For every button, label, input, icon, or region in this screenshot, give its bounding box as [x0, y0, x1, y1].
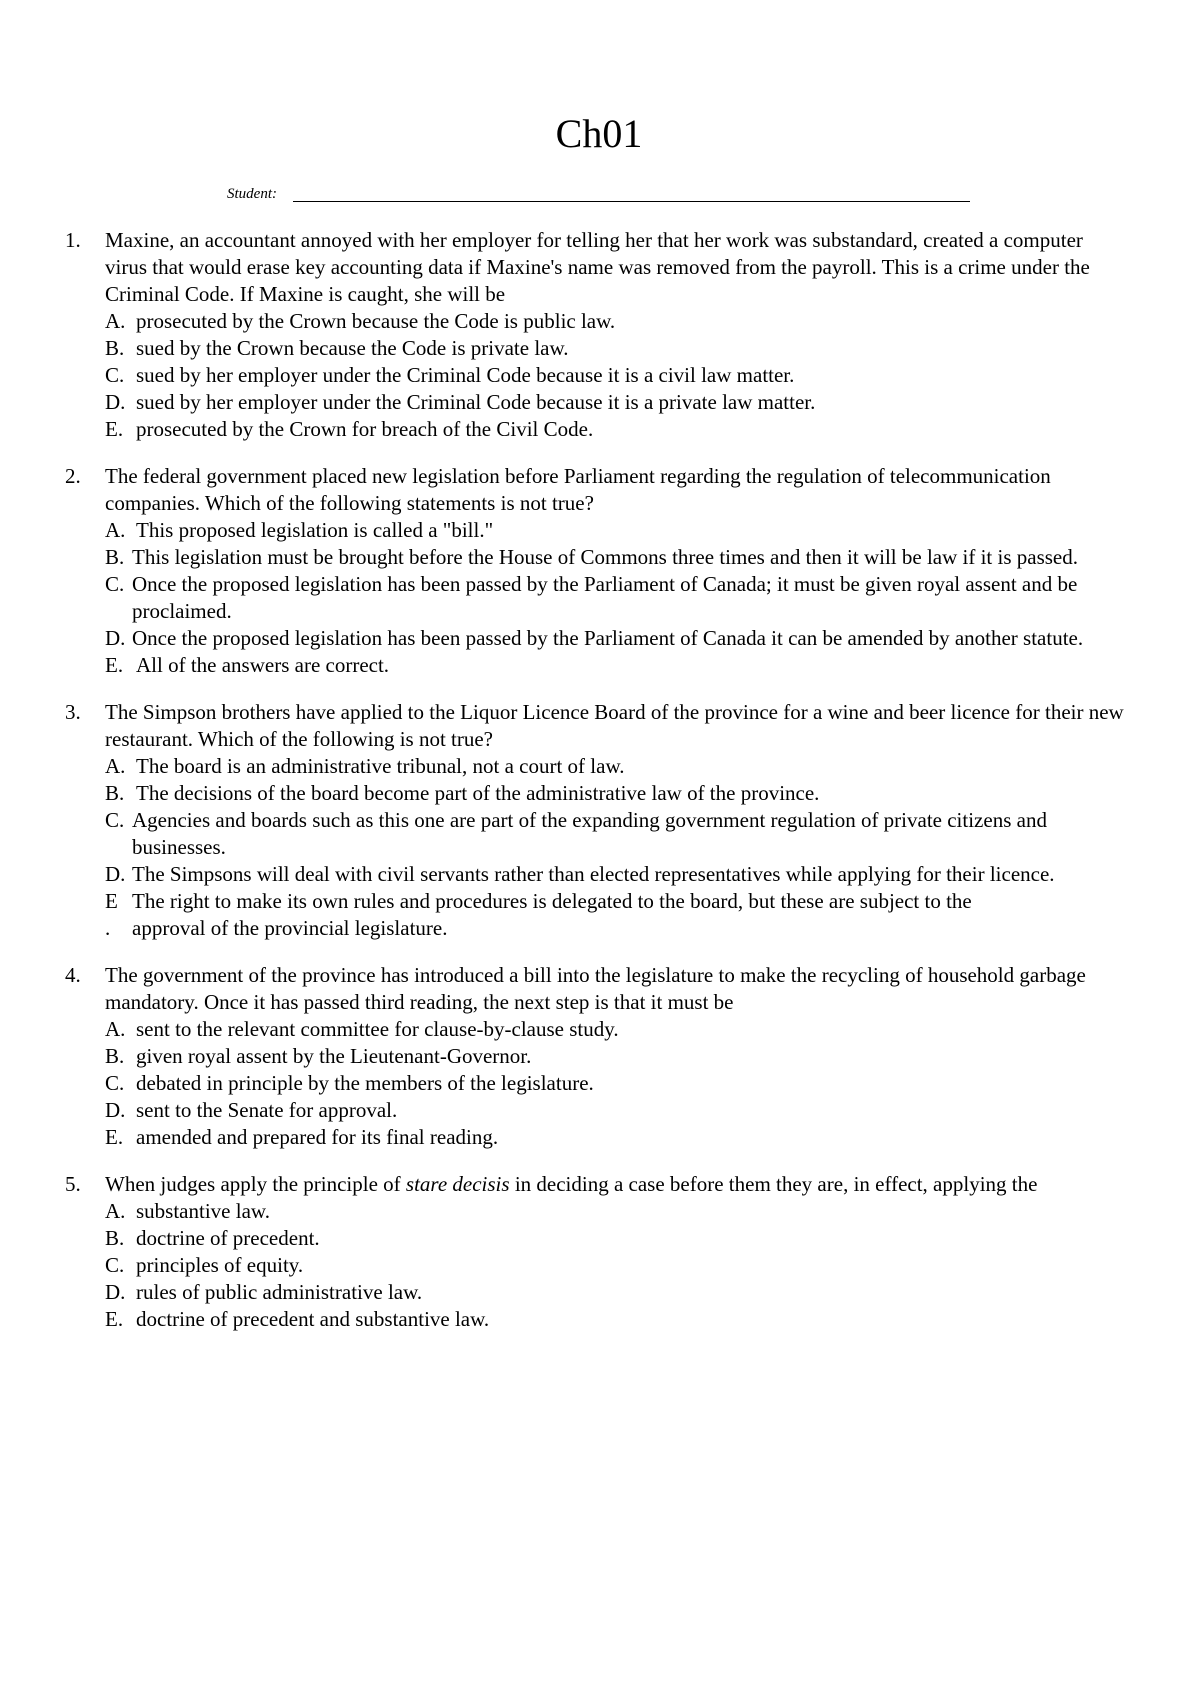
option-letter: D.	[105, 390, 126, 414]
option-text: The board is an administrative tribunal, not a court of law.	[136, 754, 625, 778]
option-letter: D.	[105, 862, 126, 886]
option-letter: B.	[105, 545, 125, 569]
option-text: sued by her employer under the Criminal Code because it is a civil law matter.	[136, 363, 795, 387]
student-label: Student:	[227, 186, 277, 202]
option-letter: B.	[105, 336, 125, 360]
option-text: The Simpsons will deal with civil servants rather than elected representatives while applying for their licence.	[132, 862, 1055, 886]
question-1	[60, 227, 1130, 443]
option-text: Once the proposed legislation has been passed by the Parliament of Canada; it must be given royal assent and be proclaimed.	[132, 572, 1078, 623]
question-list	[60, 227, 1130, 1353]
option-text: The right to make its own rules and procedures is delegated to the board, but these are subject to the	[132, 889, 972, 913]
option-text: The decisions of the board become part of the administrative law of the province.	[136, 781, 820, 805]
option-text: sued by her employer under the Criminal Code because it is a private law matter.	[136, 390, 816, 414]
option-letter: C.	[105, 572, 125, 596]
student-name-line[interactable]	[293, 201, 970, 202]
option-a[interactable]	[105, 753, 1130, 780]
option-list	[105, 517, 1130, 679]
option-letter: E.	[105, 653, 124, 677]
option-e[interactable]	[105, 1124, 1130, 1151]
question-4	[60, 962, 1130, 1151]
question-number: 1.	[65, 228, 81, 252]
option-d[interactable]	[105, 389, 1130, 416]
option-letter: A.	[105, 309, 126, 333]
question-5	[60, 1171, 1130, 1333]
question-number: 2.	[65, 464, 81, 488]
option-a[interactable]	[105, 1016, 1130, 1043]
stem-before: When judges apply the principle of	[105, 1172, 401, 1196]
option-text: All of the answers are correct.	[136, 653, 390, 677]
option-letter: E.	[105, 417, 124, 441]
option-letter: A.	[105, 518, 126, 542]
option-text: principles of equity.	[136, 1253, 304, 1277]
option-c[interactable]	[105, 571, 1130, 625]
option-letter: B.	[105, 781, 125, 805]
option-letter: C.	[105, 363, 125, 387]
option-letter: A.	[105, 1017, 126, 1041]
option-e[interactable]	[105, 888, 1130, 942]
option-text: prosecuted by the Crown because the Code is public law.	[136, 309, 616, 333]
option-letter: B.	[105, 1226, 125, 1250]
option-list	[105, 753, 1130, 942]
option-letter: C.	[105, 808, 125, 832]
option-text: substantive law.	[136, 1199, 270, 1223]
question-stem: The federal government placed new legislation before Parliament regarding the regulation of telecommunication companies. Which of the following statements is not true?	[105, 464, 1051, 515]
option-list	[105, 308, 1130, 443]
option-text-cont: approval of the provincial legislature.	[132, 916, 448, 940]
stem-after: in deciding a case before them they are, in effect, applying the	[514, 1172, 1038, 1196]
question-3	[60, 699, 1130, 942]
option-c[interactable]	[105, 807, 1130, 861]
option-d[interactable]	[105, 1279, 1130, 1306]
option-e[interactable]	[105, 1306, 1130, 1333]
option-letter: A.	[105, 1199, 126, 1223]
question-stem: The government of the province has introduced a bill into the legislature to make the recycling of household garbage mandatory. Once it has passed third reading, the next step is that it must be	[105, 963, 1086, 1014]
option-c[interactable]	[105, 1252, 1130, 1279]
option-d[interactable]	[105, 861, 1130, 888]
option-letter: E	[105, 889, 118, 913]
option-continuation	[105, 915, 1130, 942]
page-title: Ch01	[555, 111, 643, 156]
question-2	[60, 463, 1130, 679]
option-text: prosecuted by the Crown for breach of the Civil Code.	[136, 417, 594, 441]
option-a[interactable]	[105, 1198, 1130, 1225]
option-text: Agencies and boards such as this one are part of the expanding government regulation of private citizens and businesses.	[132, 808, 1047, 859]
option-list	[105, 1198, 1130, 1333]
option-letter: C.	[105, 1253, 125, 1277]
option-b[interactable]	[105, 335, 1130, 362]
option-b[interactable]	[105, 544, 1130, 571]
option-text: sued by the Crown because the Code is private law.	[136, 336, 569, 360]
option-text: debated in principle by the members of the legislature.	[136, 1071, 594, 1095]
option-b[interactable]	[105, 1225, 1130, 1252]
option-text: sent to the Senate for approval.	[136, 1098, 398, 1122]
option-letter: A.	[105, 754, 126, 778]
option-a[interactable]	[105, 308, 1130, 335]
option-letter: B.	[105, 1044, 125, 1068]
option-letter: D.	[105, 1098, 126, 1122]
option-c[interactable]	[105, 362, 1130, 389]
question-stem: The Simpson brothers have applied to the Liquor Licence Board of the province for a wine and beer licence for their new restaurant. Which of the following is not true?	[105, 700, 1124, 751]
option-text: Once the proposed legislation has been passed by the Parliament of Canada it can be amended by another statute.	[132, 626, 1084, 650]
option-d[interactable]	[105, 1097, 1130, 1124]
option-letter-cont: .	[105, 916, 111, 940]
option-text: rules of public administrative law.	[136, 1280, 423, 1304]
option-letter: D.	[105, 626, 126, 650]
stem-emphasis: stare decisis	[405, 1172, 510, 1196]
option-letter: C.	[105, 1071, 125, 1095]
option-b[interactable]	[105, 780, 1130, 807]
option-c[interactable]	[105, 1070, 1130, 1097]
question-number: 3.	[65, 700, 81, 724]
option-e[interactable]	[105, 652, 1130, 679]
option-text: This proposed legislation is called a "bill."	[136, 518, 494, 542]
question-stem: Maxine, an accountant annoyed with her employer for telling her that her work was substandard, created a computer virus that would erase key accounting data if Maxine's name was removed from the payroll. This is a crime under the Criminal Code. If Maxine is caught, she will be	[105, 228, 1090, 306]
question-stem	[105, 1171, 1130, 1198]
option-text: doctrine of precedent and substantive law.	[136, 1307, 490, 1331]
option-text: sent to the relevant committee for clause-by-clause study.	[136, 1017, 619, 1041]
option-letter: E.	[105, 1307, 124, 1331]
option-text: doctrine of precedent.	[136, 1226, 320, 1250]
option-text: given royal assent by the Lieutenant-Governor.	[136, 1044, 532, 1068]
question-number: 5.	[65, 1172, 81, 1196]
option-d[interactable]	[105, 625, 1130, 652]
option-text: amended and prepared for its final reading.	[136, 1125, 499, 1149]
option-e[interactable]	[105, 416, 1130, 443]
option-letter: D.	[105, 1280, 126, 1304]
option-text: This legislation must be brought before the House of Commons three times and then it will be law if it is passed.	[132, 545, 1079, 569]
option-b[interactable]	[105, 1043, 1130, 1070]
option-list	[105, 1016, 1130, 1151]
question-number: 4.	[65, 963, 81, 987]
option-a[interactable]	[105, 517, 1130, 544]
option-letter: E.	[105, 1125, 124, 1149]
